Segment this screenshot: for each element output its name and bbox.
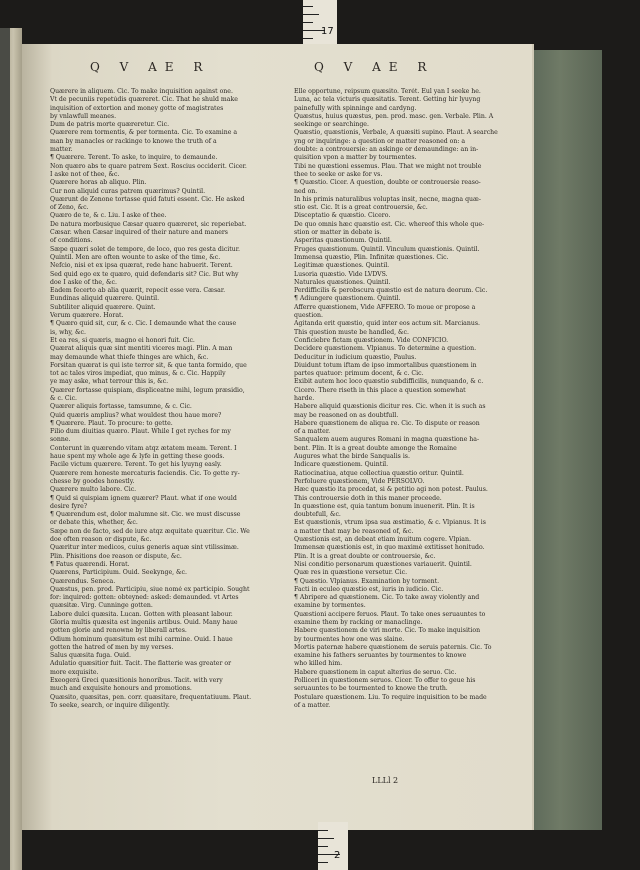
text-line: Dum de patris morte quæreretur. Cic. [50, 121, 170, 129]
text-line: doubtefull, &c. [294, 511, 341, 519]
text-line: Nefcio, nisi et ex ipsa quærat, rede hanc habuerit. Terent. [50, 262, 233, 270]
text-line: Sanqualem auem augures Romani in magna quæstione ha- [294, 436, 480, 444]
text-line: doubte: a controuersie: an askinge or demaundinge: an in- [294, 146, 479, 154]
text-line: Eadem fecerto ab alia quærit, repecit esse vera. Cæsar. [50, 287, 226, 295]
text-line: ¶ Quærere. Plaut. To procure: to gette. [50, 419, 173, 427]
text-line: painefully with spinninge and cardyng. [294, 104, 417, 112]
text-line: of conditions. [50, 237, 93, 245]
text-line: Asperitas quæstionum. Quintil. [294, 237, 392, 245]
text-line: question. [294, 312, 323, 320]
text-line: Sed quid ego ex te quæro, quid defendaris sit? Cic. But why [50, 270, 239, 278]
text-line: Verum quærere. Horat. [50, 312, 124, 320]
text-line: of a matter. [294, 428, 331, 436]
text-line: De quo omnis hæc quæstio est. Cic. whereof this whole que- [294, 220, 485, 228]
text-line: haue spent my whole age & lyfe in getting these goods. [50, 453, 225, 461]
text-line: Deducitur in iudicium quæstio, Paulus. [294, 353, 417, 361]
text-line: Quærere horas ab aliquo. Plin. [50, 179, 147, 187]
text-line: may demaunde what thiefe thinges are which, &c. [50, 353, 209, 361]
text-line: Adulatio quæsitior fuit. Tacit. The flatterie was greater or [50, 660, 232, 668]
text-line: Cæsar. when Cæsar inquired of their nature and maners [50, 229, 228, 237]
text-line: Quæritur inter medicos, cuius generis aquæ sint vtilissimæ. [50, 544, 239, 552]
text-line: Conterunt in quærendo vitam atqz ætatem meam. Terent. I [50, 444, 237, 452]
text-line: Quæro de te, & c. Liu. I aske of thee. [50, 212, 167, 220]
text-line: Quæ res in quæstione versetur. Cic. [294, 569, 408, 577]
text-line: desire fyre? [50, 502, 88, 510]
text-line: Postulare quæstionem. Liu. To require inquisition to be made [294, 693, 487, 701]
text-line: doe often reason or dispute, &c. [50, 536, 152, 544]
text-line: Filio dum diuitias quæro. Plaut. While I get ryches for my [50, 428, 231, 436]
text-line: Quærere multo labore. Cic. [50, 486, 137, 494]
text-line: stion or matter in debate is. [294, 229, 382, 237]
text-line: Luna, ac tela victuris quæsitatis. Terent. Getting hir lyuyng [294, 96, 481, 104]
text-line: Subtiliter aliquid quærere. Quint. [50, 303, 156, 311]
text-line: bent. Plin. It is a great doubte amonge the Romaine [294, 444, 457, 452]
text-line: seekinge or searchinge. [294, 121, 369, 129]
text-line: man by manacles or rackinge to knowe the truth of a [50, 137, 217, 145]
text-line: Quæstionis est, an debeat etiam inuitum cogere. Vlpian. [294, 536, 471, 544]
text-line: Sæpe quæri solet de tempore, de loco, quo res gesta dicitur. [50, 245, 241, 253]
text-line: Quæstus, huius quæstus, pen. prod. masc. gen. Verbale. Plin. A [294, 112, 494, 120]
text-line: harde. [294, 394, 315, 402]
text-line: ¶ Quærere. Terent. To aske, to inquire, to demaunde. [50, 154, 218, 162]
text-line: may be reasoned on as doubtfull. [294, 411, 399, 419]
text-line: by vnlawfull meanes. [50, 112, 117, 120]
text-line: ¶ Quæstio. Vlpianus. Examination by torment. [294, 577, 440, 585]
text-line: thee to seeke or aske for vs. [294, 170, 383, 178]
text-line: Labore dulci quæsita. Lucan. Gotten with pleasant labour. [50, 610, 233, 618]
text-line: Quæsito, quæsitas, pen. corr. quæsitare, frequentatiuum. Plaut. [50, 693, 252, 701]
text-line: This controuersie doth in this maner proceede. [294, 494, 442, 502]
text-line: partes quatuor: primum docent, & c. Cic. [294, 370, 424, 378]
text-line: Ratiocinatiua, atque collectiua quæstio oritur. Quintil. [294, 469, 464, 477]
text-line: Quæstio, quæstionis, Verbale, A quæsiti supino. Plaut. A searche [294, 129, 498, 137]
text-line: Habere aliquid quæstionis dicitur res. Cic. when it is such as [294, 403, 486, 411]
text-line: Plin. Phisitions doe reason or dispute, &c. [50, 552, 182, 560]
text-line: much and exquisite honours and promotions. [50, 685, 192, 693]
text-line: Odium hominum quæsitum est mihi carmine. Ouid. I haue [50, 635, 233, 643]
text-line: gotten glorie and renowne by liberall artes. [50, 627, 187, 635]
text-line: Diuidunt totum iftam de ipso immortalibus quæstionem in [294, 361, 477, 369]
running-header-right: Q V AE R [314, 60, 435, 74]
text-line: Quintil. Men are often wounte to aske of the time, &c. [50, 253, 221, 261]
text-line: Quærer aliquis fortasse, tamsumne, & c. Cic. [50, 403, 192, 411]
text-line: Hæc quæstio ita procedat, si & petitio agi non potest. Paulus. [294, 486, 488, 494]
text-line: Cur non aliquid curas patrem quærimus? Quintil. [50, 187, 206, 195]
text-line: is, why, &c. [50, 328, 86, 336]
text-line: Habere quæstionem de viri morte. Cic. To make inquisition [294, 627, 481, 635]
text-line: Decidere quæstionem. Vlpianus. To determine a question. [294, 345, 477, 353]
text-line: Quæstus, pen. prod. Participiu, siue nomé ex participio. Sought [50, 585, 250, 593]
book-cover-right [532, 50, 602, 830]
text-line: Perfoluere quæstionem, Vide PERSOLVO. [294, 477, 425, 485]
text-line: examine his fathers seruantes by tourmentes to knowe [294, 652, 467, 660]
text-line: Facti in eculeo quæstio est, iuris in iudicio. Cic. [294, 585, 444, 593]
text-line: This question muste be handled, &c. [294, 328, 409, 336]
text-line: Tibi ne quæstioni essemus. Plau. That we might not trouble [294, 162, 482, 170]
text-line: To seeke, search, or inquire diligently. [50, 701, 170, 709]
text-line: of a matter. [294, 701, 331, 709]
running-header-left: Q V AE R [90, 60, 211, 74]
text-line: Sæpe non de facto, sed de iure atqz æquitate quæritur. Cic. We [50, 527, 250, 535]
text-line: seruauntes to be tourmented to knowe the truth. [294, 685, 448, 693]
text-line: Quid quæris amplius? what wouldest thou haue more? [50, 411, 222, 419]
text-line: Forsitan quærat is qui iste terror sit, & que tanta formido, que [50, 361, 247, 369]
text-line: ¶ Quærendum est, dolor malumne sit. Cic. we must discusse [50, 511, 241, 519]
text-line: In his primis naturalibus voluptas insit, necne, magna quæ- [294, 195, 481, 203]
text-line: ned on. [294, 187, 318, 195]
text-line: Quærer fortasse quispiam, displiceatne mihi, legum præsidio, [50, 386, 245, 394]
left-column [50, 88, 285, 710]
text-line: Fruges quæstionum. Quintil. Vinculum quæstionis. Quintil. [294, 245, 480, 253]
text-line: Polliceri in quæstionem seruos. Cicer. To offer to geue his [294, 677, 476, 685]
book-page [22, 44, 532, 830]
text-line: Afferre quæstionem, Vide AFFERO. To moue or propose a [294, 303, 476, 311]
text-line: Plin. It is a great doubte or controuersie, &c. [294, 552, 436, 560]
text-line: Quærens, Participium. Ouid. Seekynge, &c. [50, 569, 187, 577]
text-line: gotten the hatred of men by my verses. [50, 643, 174, 651]
text-line: doe I aske of the, &c. [50, 278, 117, 286]
ruler-bottom-label: 2 [334, 850, 341, 861]
text-line: Nisi conditio personarum quæstiones variauerit. Quintil. [294, 560, 472, 568]
text-line: ¶ Adiungere quæstionem. Quintil. [294, 295, 401, 303]
text-line: ¶ Quæstio. Cicer. A question, doubte or controuersie reaso- [294, 179, 481, 187]
text-line: Perdifficilis & perobscura quæstio est de natura deorum. Cic. [294, 287, 488, 295]
text-line: Est quæstionis, vtrum ipsa sua æstimatio, & c. Vlpianus. It is [294, 519, 486, 527]
text-line: or debate this, whether, &c. [50, 519, 138, 527]
text-line: quæsitæ. Virg. Cunninge gotten. [50, 602, 153, 610]
text-line: ¶ Fatus quærendi. Horat. [50, 560, 130, 568]
text-line: more exquisite. [50, 668, 99, 676]
text-line: Cicero. There riseth in this place a question somewhat [294, 386, 466, 394]
text-line: chesse by goodes honestly. [50, 477, 135, 485]
text-line: ¶ Quæro quid sit, cur, & c. Cic. I demaunde what the cause [50, 320, 237, 328]
text-line: Quærere rem tormentis, & per tormenta. Cic. To examine a [50, 129, 238, 137]
text-line: Et ea res, si quæris, magno ei honori fuit. Cic. [50, 336, 195, 344]
text-line: ye may aske, what terrour this is, &c. [50, 378, 169, 386]
text-line: Quærere in aliquem. Cic. To make inquisition against one. [50, 88, 233, 95]
text-line: yng or inquiringe: a question or matter reasoned on: a [294, 137, 466, 145]
text-line: stio est. Cic. It is a great controuersie, &c. [294, 204, 428, 212]
text-line: Exeogerá Greci quæsitionis honoribus. Tacit. with very [50, 677, 223, 685]
right-column [294, 88, 526, 710]
text-line: Mortis paternæ habere quæstionem de seruis paternis. Cic. To [294, 643, 492, 651]
text-line: who killed him. [294, 660, 343, 668]
text-line: Quærat aliquis quæ sint mentiti viceres magi. Plin. A man [50, 345, 233, 353]
text-line: Exibit autem hoc loco quæstio subdifficilis, nunquando, & c. [294, 378, 484, 386]
text-line: Non quæro abs te quare patrem Sext. Roscius occiderit. Cicer. [50, 162, 247, 170]
text-line: Elle opportune, reipsum quæsito. Terét. Eul yan I seeke he. [294, 88, 481, 95]
text-line: Quærere rem honeste mercaturis faciendis. Cic. To gette ry- [50, 469, 240, 477]
text-line: Naturales quæstiones. Quintil. [294, 278, 391, 286]
text-line: Immensæ quæstionis est, in quo maximè extitisset honitudo. [294, 544, 485, 552]
ruler-top [303, 0, 337, 46]
text-line: In quæstione est, quia tantum bonum inuenerit. Plin. It is [294, 502, 475, 510]
text-line: Disceptatio & quæstio. Cicero. [294, 212, 391, 220]
text-line: Habere quæstionem in caput alterius de seruo. Cic. [294, 668, 457, 676]
text-line: Legitimæ quæstiones. Quintil. [294, 262, 390, 270]
text-line: Eundinas aliquid quærere. Quintil. [50, 295, 160, 303]
text-line: a matter that may be reasoned of, &c. [294, 527, 414, 535]
text-line: Salus quæsita fuga. Ouid. [50, 652, 131, 660]
text-line: inquisition of extortion and money gotte of magistrates [50, 104, 224, 112]
text-line: by tourmentes how one was slaine. [294, 635, 405, 643]
text-line: matter. [50, 146, 73, 154]
text-line: Quærendus. Seneca. [50, 577, 116, 585]
signature-mark: LLLl 2 [372, 776, 399, 785]
text-line: I aske not of thee, &c. [50, 170, 120, 178]
text-line: quisition vpon a matter by tourmentes. [294, 154, 417, 162]
text-line: Vt de pecuniis repetúdis quæreret. Cic. That he shuld make [50, 96, 238, 104]
text-line: Immensa quæstio, Plin. Infinitæ quæstiones. Cic. [294, 253, 449, 261]
text-line: examine by tormentes. [294, 602, 366, 610]
text-line: Quæstioni accipere feruos. Plaut. To take ones seruauntes to [294, 610, 486, 618]
text-line: Conficiebre fictam quæstionem. Vide CONFICIO. [294, 336, 449, 344]
ruler-bottom [318, 822, 348, 870]
text-line: Augures what the birde Sanqualis is. [294, 453, 410, 461]
text-line: ¶ Abripere ad quæstionem. Cic. To take away violently and [294, 594, 480, 602]
text-line: tot ac tales viros impediat, quo minus, & c. Cic. Happily [50, 370, 226, 378]
text-line: Lusoria quæstio. Vide LVDVS. [294, 270, 388, 278]
text-line: of Zeno, &c. [50, 204, 89, 212]
text-line: & c. Cic. [50, 394, 78, 402]
text-line: Agitanda erit quæstio, quid inter eos actum sit. Marcianus. [294, 320, 480, 328]
ruler-top-label: 17 [321, 26, 334, 37]
text-line: examine them by racking or manaclinge. [294, 619, 423, 626]
text-line: Gloria multis quæsita est ingeniis artibus. Ouid. Many haue [50, 619, 238, 626]
text-line: for: inquired: gotten: obteyned: asked: demaunded. vt Artes [50, 594, 239, 602]
text-line: ¶ Quid si quispiam ignem quærer? Plaut. what if one would [50, 494, 237, 502]
text-line: De natura morbusique Cæsar quæro quæreret, sic reperiebat. [50, 220, 247, 228]
text-line: Quærunt de Zenone tortasse quid fatuti essent. Cic. He asked [50, 195, 245, 203]
text-line: Facile victum quærere. Terent. To get his lyuyng easly. [50, 461, 222, 469]
text-line: sonne. [50, 436, 71, 444]
book-cover-edge [0, 28, 10, 870]
text-line: Indicare quæstionem. Quintil. [294, 461, 389, 469]
text-line: Habere quæstionem de aliqua re. Cic. To dispute or reason [294, 419, 480, 427]
